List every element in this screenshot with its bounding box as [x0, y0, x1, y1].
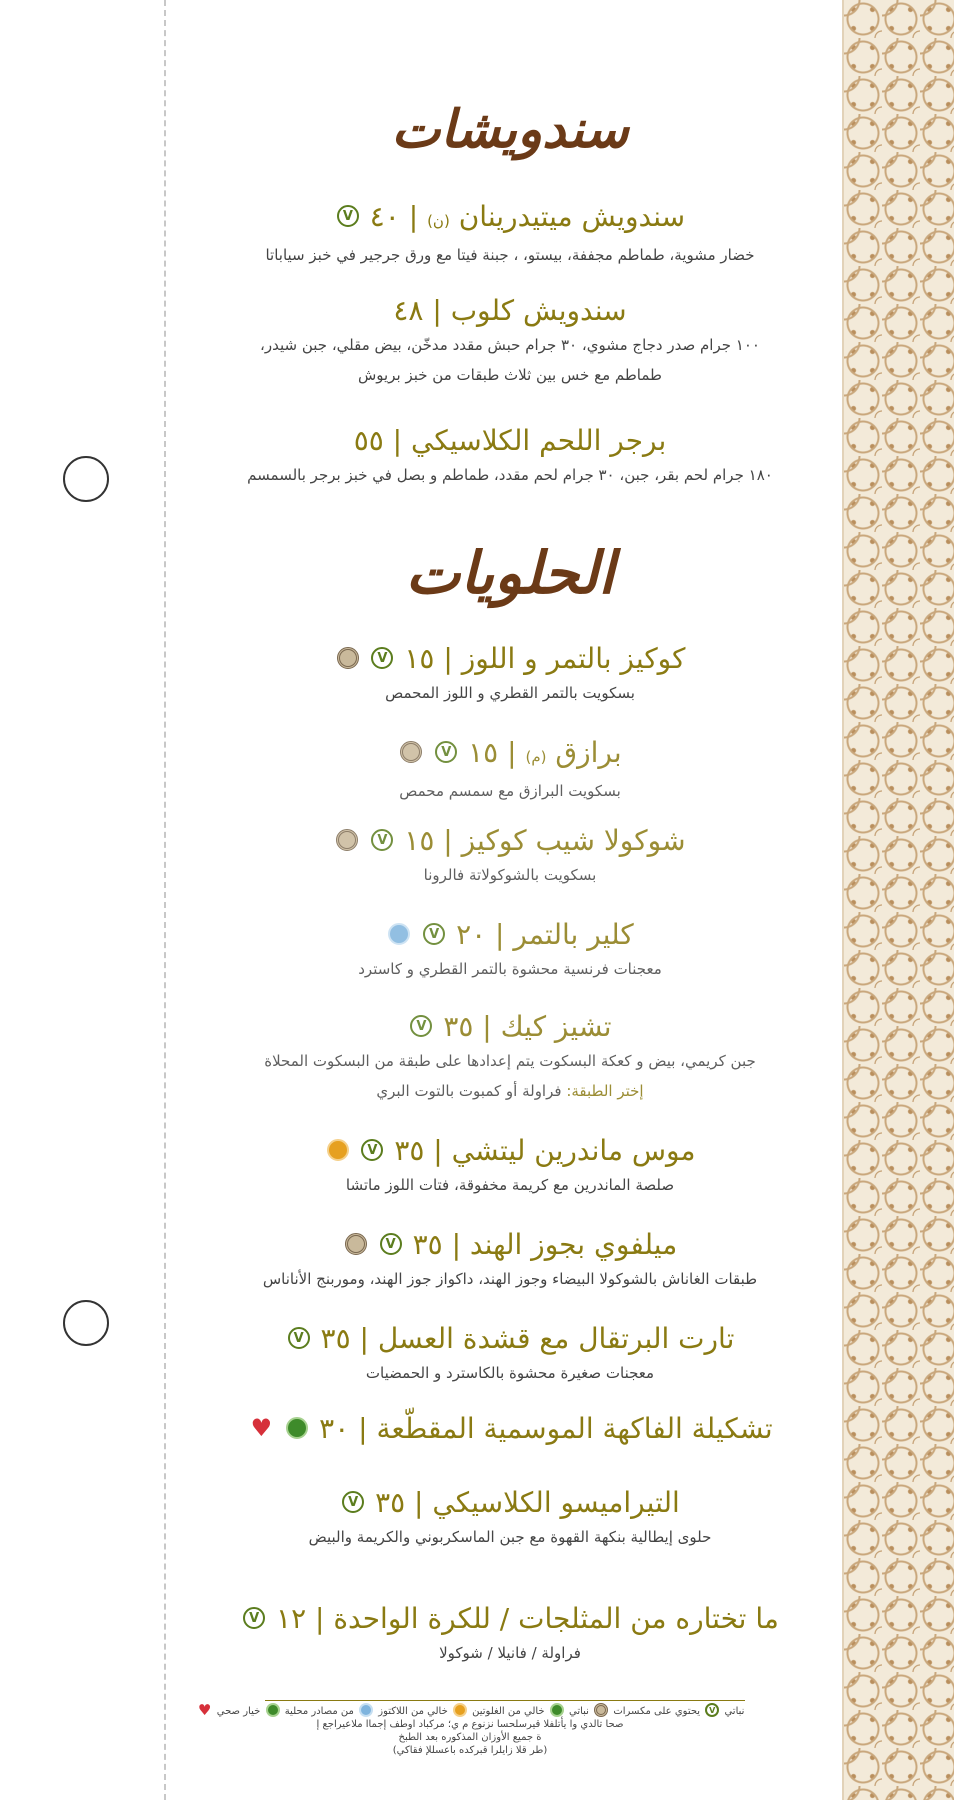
- ornamental-pattern-border: [842, 0, 954, 1800]
- section-title-desserts: الحلويات: [405, 539, 615, 607]
- item-price: ٣٥: [320, 1322, 351, 1355]
- item-name: برجر اللحم الكلاسيكي: [411, 424, 667, 457]
- legend-note-2: ة جميع الأوزان المذكوره بعد الطبخ: [398, 1732, 542, 1743]
- vegetarian-icon: V: [337, 205, 359, 227]
- menu-item: موس ماندرين ليتشي | ٣٥ V صلصة الماندرين مع كريمة مخفوقة، فتات اللوز ماتشا: [200, 1132, 820, 1200]
- menu-item: تشيز كيك | ٣٥ V جبن كريمي، بيض و كعكة البسكوت يتم إعدادها على طبقة من البسكوت المحلاة إختر الطبقة: فراولة أو كمبوت بالتوت البري: [200, 1008, 820, 1106]
- item-tag: (ن): [427, 212, 450, 230]
- item-description: معجنات فرنسية محشوة بالتمر القطري و كاسترد: [358, 960, 662, 978]
- nuts-icon: [336, 829, 358, 851]
- choice-options: فراولة أو كمبوت بالتوت البري: [376, 1082, 562, 1100]
- menu-item: ما تختاره من المثلجات / للكرة الواحدة | ١٢ V فراولة / فانيلا / شوكولا: [200, 1600, 820, 1668]
- nuts-icon: [400, 741, 422, 763]
- item-price: ١٥: [404, 824, 435, 857]
- item-price: ٢٠: [456, 918, 487, 951]
- item-price: ١٢: [276, 1602, 307, 1635]
- item-name: شوكولا شيب كوكيز: [461, 824, 686, 857]
- item-tag: (م): [525, 748, 547, 766]
- item-name: سندويش ميتيدرينان: [458, 200, 686, 233]
- local-source-icon: [266, 1703, 280, 1717]
- item-price: ٣٥: [375, 1486, 406, 1519]
- item-price: ١٥: [468, 736, 499, 769]
- item-name: برازق: [555, 736, 622, 769]
- legend-vegetarian-label: نباتي: [724, 1706, 745, 1717]
- vegan-icon: [286, 1417, 308, 1439]
- vegan-icon: [550, 1703, 564, 1717]
- item-description: صلصة الماندرين مع كريمة مخفوقة، فتات اللوز ماتشا: [345, 1176, 675, 1194]
- vegetarian-icon: V: [371, 829, 393, 851]
- item-description: معجنات صغيرة محشوة بالكاسترد و الحمضيات: [365, 1364, 655, 1382]
- binder-hole-bottom: [63, 1300, 109, 1346]
- item-name: تارت البرتقال مع قشدة العسل: [377, 1322, 735, 1355]
- menu-item: شوكولا شيب كوكيز | ١٥ V بسكويت بالشوكولاتة فالرونا: [200, 822, 820, 890]
- nuts-icon: [345, 1233, 367, 1255]
- vegetarian-icon: V: [423, 923, 445, 945]
- menu-item: برجر اللحم الكلاسيكي | ٥٥ ١٨٠ جرام لحم بقر، جبن، ٣٠ جرام لحم مقدد، طماطم و بصل في خبز برجر بالسمسم: [200, 422, 820, 490]
- item-description: فراولة / فانيلا / شوكولا: [439, 1644, 581, 1662]
- vegetarian-icon: V: [410, 1015, 432, 1037]
- legend-divider: [265, 1700, 745, 1701]
- item-price: ٣٠: [319, 1412, 350, 1445]
- menu-item: سندويش ميتيدرينان (ن) | ٤٠ V خضار مشوية، طماطم مجففة، بيستو، ، جبنة فيتا مع ورق جرجير في خبز سياباتا: [200, 198, 820, 270]
- vegetarian-icon: V: [371, 647, 393, 669]
- item-price: ٤٨: [393, 294, 424, 327]
- menu-item: تارت البرتقال مع قشدة العسل | ٣٥ V معجنات صغيرة محشوة بالكاسترد و الحمضيات: [200, 1320, 820, 1388]
- item-description-line2: طماطم مع خس بين ثلاث طبقات من خبز بريوش: [358, 366, 662, 384]
- item-name: تشيز كيك: [500, 1010, 612, 1043]
- item-price: ١٥: [404, 642, 435, 675]
- item-name: كوكيز بالتمر و اللوز: [461, 642, 686, 675]
- menu-item: تشكيلة الفاكهة الموسمية المقطّعة | ٣٠ ♥: [250, 1412, 773, 1445]
- vegetarian-icon: V: [435, 741, 457, 763]
- legend-lactose-free-label: خالي من اللاكتوز: [378, 1706, 448, 1717]
- menu-page: [197, 0, 820, 1800]
- item-description: طبقات الغاناش بالشوكولا البيضاء وجوز الهند، داكواز جوز الهند، وموربنج الأناناس: [262, 1270, 758, 1288]
- gluten-free-icon: [453, 1703, 467, 1717]
- item-name: ميلفوي بجوز الهند: [469, 1228, 678, 1261]
- binding-dashed-line: [164, 0, 166, 1800]
- dietary-legend: [170, 1701, 770, 1757]
- item-description: بسكويت بالتمر القطري و اللوز المحمص: [385, 684, 635, 702]
- vegetarian-icon: V: [380, 1233, 402, 1255]
- section-title-sandwiches: سندويشات: [391, 99, 629, 160]
- menu-item: برازق (م) | ١٥ V بسكويت البرازق مع سمسم محمص: [200, 734, 820, 806]
- menu-item: سندويش كلوب | ٤٨ ١٠٠ جرام صدر دجاج مشوي، ٣٠ جرام حبش مقدد مدخّن، بيض مقلي، جبن شيدر، طماطم مع خس بين ثلاث طبقات من خبز بريوش: [200, 292, 820, 390]
- menu-item: كلير بالتمر | ٢٠ V معجنات فرنسية محشوة بالتمر القطري و كاسترد: [200, 916, 820, 984]
- item-description: ١٠٠ جرام صدر دجاج مشوي، ٣٠ جرام حبش مقدد مدخّن، بيض مقلي، جبن شيدر،: [260, 336, 760, 354]
- item-description: جبن كريمي، بيض و كعكة البسكوت يتم إعدادها على طبقة من البسكوت المحلاة: [264, 1052, 756, 1070]
- vegetarian-icon: V: [243, 1607, 265, 1629]
- vegetarian-icon: V: [705, 1703, 719, 1717]
- vegetarian-icon: V: [361, 1139, 383, 1161]
- item-name: كلير بالتمر: [513, 918, 634, 951]
- item-price: ٣٥: [443, 1010, 474, 1043]
- healthy-heart-icon: ♥: [197, 1701, 212, 1719]
- menu-item: ميلفوي بجوز الهند | ٣٥ V طبقات الغاناش بالشوكولا البيضاء وجوز الهند، داكواز جوز الهند، وموربنج الأناناس: [200, 1226, 820, 1294]
- legend-nuts-label: يحتوي على مكسرات: [613, 1706, 701, 1717]
- choice-label: إختر الطبقة:: [566, 1082, 644, 1100]
- menu-item: كوكيز بالتمر و اللوز | ١٥ V بسكويت بالتمر القطري و اللوز المحمص: [200, 640, 820, 708]
- legend-note-1: صحا تالدي وا يأتلفلا قيرسلحسا نزنوع م ي؛ مركباد اوطف إجماا ملاعيراجع إ: [316, 1719, 624, 1730]
- binder-hole-top: [63, 456, 109, 502]
- vegetarian-icon: V: [288, 1327, 310, 1349]
- legend-healthy-label: خيار صحي: [216, 1706, 261, 1717]
- nuts-icon: [337, 647, 359, 669]
- nuts-icon: [594, 1703, 608, 1717]
- item-name: موس ماندرين ليتشي: [451, 1134, 696, 1167]
- item-name: التيراميسو الكلاسيكي: [432, 1486, 680, 1519]
- item-price: ٣٥: [412, 1228, 443, 1261]
- legend-local-label: من مصادر محلية: [284, 1706, 354, 1717]
- item-price: ٣٥: [394, 1134, 425, 1167]
- item-name: سندويش كلوب: [450, 294, 627, 327]
- item-choice: [200, 1076, 820, 1106]
- item-description: بسكويت البرازق مع سمسم محمص: [399, 782, 621, 800]
- vegetarian-icon: V: [342, 1491, 364, 1513]
- lactose-free-icon: [388, 923, 410, 945]
- item-price: ٥٥: [353, 424, 384, 457]
- menu-item: التيراميسو الكلاسيكي | ٣٥ V حلوى إيطالية بنكهة القهوة مع جبن الماسكربوني والكريمة والبيض: [200, 1484, 820, 1552]
- item-name: تشكيلة الفاكهة الموسمية المقطّعة: [376, 1412, 773, 1445]
- legend-icons-row: [170, 1701, 770, 1719]
- item-description: ١٨٠ جرام لحم بقر، جبن، ٣٠ جرام لحم مقدد، طماطم و بصل في خبز برجر بالسمسم: [247, 466, 773, 484]
- gluten-free-icon: [327, 1139, 349, 1161]
- item-price: ٤٠: [369, 200, 400, 233]
- legend-vegan-label: نباتي: [569, 1706, 589, 1717]
- lactose-free-icon: [359, 1703, 373, 1717]
- legend-gluten-free-label: خالي من الغلوتين: [472, 1706, 545, 1717]
- item-description: خضار مشوية، طماطم مجففة، بيستو، ، جبنة فيتا مع ورق جرجير في خبز سياباتا: [265, 246, 755, 264]
- item-description: بسكويت بالشوكولاتة فالرونا: [423, 866, 597, 884]
- healthy-heart-icon: ♥: [250, 1414, 273, 1442]
- legend-note-3: (طر قلا زايلرا قبركده باعسللإ فقاكي): [392, 1745, 548, 1756]
- item-description: حلوى إيطالية بنكهة القهوة مع جبن الماسكربوني والكريمة والبيض: [308, 1528, 712, 1546]
- item-name: ما تختاره من المثلجات / للكرة الواحدة: [333, 1602, 779, 1635]
